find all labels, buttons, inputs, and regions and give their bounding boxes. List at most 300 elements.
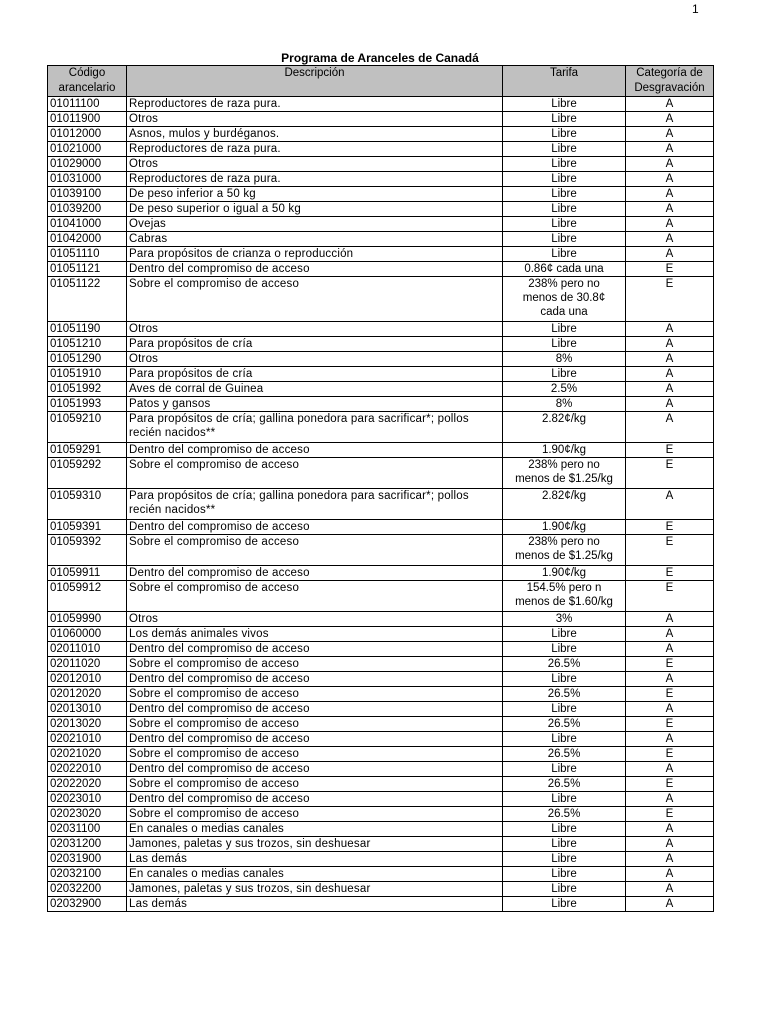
rate-line: Libre	[551, 853, 577, 865]
rate-line: 26.5%	[547, 808, 581, 820]
rate-cell	[503, 443, 626, 458]
rate-cell	[503, 702, 626, 717]
table-row	[48, 412, 714, 443]
rate-cell	[503, 397, 626, 412]
header-code-line-2: arancelario	[58, 82, 116, 94]
description-line: Sobre el compromiso de acceso	[129, 778, 300, 790]
table-row	[48, 337, 714, 352]
rate-cell	[503, 520, 626, 535]
header-category-line-1: Categoría de	[636, 67, 703, 79]
category-cell: A	[626, 322, 714, 337]
rate-line: Libre	[551, 338, 577, 350]
tariff-code: 01011100	[48, 97, 127, 112]
description-line: Dentro del compromiso de acceso	[129, 733, 310, 745]
description-cell	[127, 112, 503, 127]
tariff-code: 01059392	[48, 535, 127, 566]
rate-line: 0.86¢ cada una	[524, 263, 604, 275]
rate-line: 2.5%	[550, 383, 578, 395]
category-cell: E	[626, 687, 714, 702]
category-cell: E	[626, 717, 714, 732]
description-cell	[127, 642, 503, 657]
tariff-code: 02022020	[48, 777, 127, 792]
description-line: Para propósitos de cría	[129, 338, 253, 350]
description-line: Dentro del compromiso de acceso	[129, 263, 310, 275]
description-line: Sobre el compromiso de acceso	[129, 748, 300, 760]
table-row	[48, 112, 714, 127]
tariff-code: 01051121	[48, 262, 127, 277]
description-cell	[127, 657, 503, 672]
table-row	[48, 127, 714, 142]
rate-cell	[503, 852, 626, 867]
rate-line: menos de $1.60/kg	[515, 596, 613, 608]
description-cell	[127, 262, 503, 277]
rate-line: Libre	[551, 733, 577, 745]
rate-cell	[503, 172, 626, 187]
category-cell: A	[626, 642, 714, 657]
description-line: Otros	[129, 113, 159, 125]
tariff-code: 01011900	[48, 112, 127, 127]
tariff-code: 01051993	[48, 397, 127, 412]
tariff-code: 01059990	[48, 612, 127, 627]
description-line: Jamones, paletas y sus trozos, sin deshuesar	[129, 838, 371, 850]
rate-cell	[503, 566, 626, 581]
description-line: De peso superior o igual a 50 kg	[129, 203, 301, 215]
table-row	[48, 777, 714, 792]
description-cell	[127, 217, 503, 232]
rate-line: Libre	[551, 233, 577, 245]
rate-cell	[503, 687, 626, 702]
category-cell: E	[626, 566, 714, 581]
table-row	[48, 157, 714, 172]
description-line: Reproductores de raza pura.	[129, 98, 281, 110]
table-row	[48, 202, 714, 217]
rate-line: Libre	[551, 98, 577, 110]
tariff-code: 01051122	[48, 277, 127, 322]
description-line: Las demás	[129, 898, 188, 910]
description-cell	[127, 277, 503, 322]
description-line: Reproductores de raza pura.	[129, 173, 281, 185]
category-cell: A	[626, 187, 714, 202]
tariff-code: 02011020	[48, 657, 127, 672]
description-cell	[127, 867, 503, 882]
description-cell	[127, 382, 503, 397]
rate-line: Libre	[551, 763, 577, 775]
table-row	[48, 187, 714, 202]
description-line: Otros	[129, 158, 159, 170]
rate-line: 8%	[555, 398, 573, 410]
category-cell: E	[626, 458, 714, 489]
category-cell: A	[626, 852, 714, 867]
tariff-code: 02023020	[48, 807, 127, 822]
rate-line: 1.90¢/kg	[541, 567, 587, 579]
description-line: Para propósitos de cría; gallina ponedora para sacrificar*; pollos	[129, 490, 469, 502]
tariff-code: 01059911	[48, 566, 127, 581]
rate-cell	[503, 762, 626, 777]
description-line: recién nacidos**	[129, 504, 216, 516]
table-row	[48, 277, 714, 322]
table-row	[48, 882, 714, 897]
description-cell	[127, 127, 503, 142]
category-cell: A	[626, 397, 714, 412]
category-cell: E	[626, 277, 714, 322]
category-cell: E	[626, 262, 714, 277]
rate-line: 26.5%	[547, 658, 581, 670]
rate-cell	[503, 897, 626, 912]
category-cell: A	[626, 217, 714, 232]
table-row	[48, 367, 714, 382]
rate-cell	[503, 127, 626, 142]
category-cell: A	[626, 762, 714, 777]
description-line: Sobre el compromiso de acceso	[129, 582, 300, 594]
rate-line: Libre	[551, 673, 577, 685]
tariff-code: 01060000	[48, 627, 127, 642]
tariff-code: 02013010	[48, 702, 127, 717]
category-cell: A	[626, 142, 714, 157]
description-line: En canales o medias canales	[129, 868, 284, 880]
rate-line: Libre	[551, 203, 577, 215]
rate-line: Libre	[551, 248, 577, 260]
tariff-code: 01039200	[48, 202, 127, 217]
header-category	[626, 66, 714, 97]
category-cell: A	[626, 489, 714, 520]
category-cell: E	[626, 657, 714, 672]
table-row	[48, 247, 714, 262]
rate-line: menos de $1.25/kg	[515, 550, 613, 562]
category-cell: E	[626, 443, 714, 458]
description-line: Sobre el compromiso de acceso	[129, 688, 300, 700]
rate-line: Libre	[551, 143, 577, 155]
category-cell: E	[626, 777, 714, 792]
header-code-line-1: Código	[68, 67, 106, 79]
table-row	[48, 867, 714, 882]
category-cell: A	[626, 702, 714, 717]
header-description-text: Descripción	[284, 67, 345, 79]
rate-cell	[503, 202, 626, 217]
description-cell	[127, 792, 503, 807]
description-cell	[127, 397, 503, 412]
page-number: 1	[692, 2, 699, 16]
rate-line: Libre	[551, 158, 577, 170]
description-cell	[127, 566, 503, 581]
description-cell	[127, 732, 503, 747]
rate-cell	[503, 792, 626, 807]
rate-line: Libre	[551, 188, 577, 200]
rate-cell	[503, 672, 626, 687]
table-row	[48, 642, 714, 657]
description-line: Sobre el compromiso de acceso	[129, 536, 300, 548]
tariff-code: 02011010	[48, 642, 127, 657]
rate-cell	[503, 822, 626, 837]
table-row	[48, 217, 714, 232]
table-row	[48, 232, 714, 247]
table-row	[48, 717, 714, 732]
category-cell: A	[626, 882, 714, 897]
description-cell	[127, 807, 503, 822]
rate-line: Libre	[551, 628, 577, 640]
tariff-code: 01042000	[48, 232, 127, 247]
description-line: Las demás	[129, 853, 188, 865]
category-cell: A	[626, 612, 714, 627]
category-cell: E	[626, 520, 714, 535]
rate-line: Libre	[551, 898, 577, 910]
table-row	[48, 443, 714, 458]
description-line: Sobre el compromiso de acceso	[129, 808, 300, 820]
header-rate-text: Tarifa	[549, 67, 579, 79]
rate-cell	[503, 581, 626, 612]
category-cell: A	[626, 792, 714, 807]
table-row	[48, 627, 714, 642]
category-cell: A	[626, 157, 714, 172]
description-line: Sobre el compromiso de acceso	[129, 718, 300, 730]
description-cell	[127, 822, 503, 837]
category-cell: A	[626, 837, 714, 852]
rate-line: 1.90¢/kg	[541, 521, 587, 533]
table-row	[48, 352, 714, 367]
rate-cell	[503, 657, 626, 672]
category-cell: A	[626, 232, 714, 247]
tariff-code: 01041000	[48, 217, 127, 232]
table-row	[48, 262, 714, 277]
description-cell	[127, 612, 503, 627]
category-cell: A	[626, 112, 714, 127]
category-cell: A	[626, 822, 714, 837]
description-line: Para propósitos de crianza o reproducción	[129, 248, 354, 260]
description-line: Jamones, paletas y sus trozos, sin deshuesar	[129, 883, 371, 895]
description-line: Dentro del compromiso de acceso	[129, 567, 310, 579]
tariff-code: 01059912	[48, 581, 127, 612]
header-category-line-2: Desgravación	[634, 82, 705, 94]
rate-cell	[503, 157, 626, 172]
rate-line: menos de $1.25/kg	[515, 473, 613, 485]
description-line: En canales o medias canales	[129, 823, 284, 835]
table-row	[48, 837, 714, 852]
rate-cell	[503, 352, 626, 367]
description-cell	[127, 322, 503, 337]
description-cell	[127, 777, 503, 792]
tariff-code: 01021000	[48, 142, 127, 157]
description-line: Reproductores de raza pura.	[129, 143, 281, 155]
description-cell	[127, 837, 503, 852]
table-row	[48, 97, 714, 112]
rate-cell	[503, 535, 626, 566]
category-cell: A	[626, 897, 714, 912]
rate-line: 26.5%	[547, 688, 581, 700]
rate-line: Libre	[551, 793, 577, 805]
tariff-code: 01051290	[48, 352, 127, 367]
description-cell	[127, 458, 503, 489]
table-row	[48, 672, 714, 687]
table-row	[48, 581, 714, 612]
description-cell	[127, 337, 503, 352]
rate-cell	[503, 337, 626, 352]
table-row	[48, 822, 714, 837]
tariff-code: 02032100	[48, 867, 127, 882]
rate-cell	[503, 732, 626, 747]
rate-cell	[503, 97, 626, 112]
table-row	[48, 172, 714, 187]
rate-cell	[503, 187, 626, 202]
table-row	[48, 566, 714, 581]
tariff-code: 02012020	[48, 687, 127, 702]
description-line: Otros	[129, 353, 159, 365]
rate-cell	[503, 837, 626, 852]
description-cell	[127, 142, 503, 157]
description-line: Dentro del compromiso de acceso	[129, 444, 310, 456]
tariff-code: 02031200	[48, 837, 127, 852]
table-row	[48, 142, 714, 157]
tariff-table	[47, 65, 714, 912]
description-line: Aves de corral de Guinea	[129, 383, 264, 395]
table-row	[48, 897, 714, 912]
description-cell	[127, 535, 503, 566]
description-cell	[127, 702, 503, 717]
description-line: Dentro del compromiso de acceso	[129, 673, 310, 685]
category-cell: A	[626, 732, 714, 747]
table-row	[48, 612, 714, 627]
table-row	[48, 852, 714, 867]
rate-cell	[503, 882, 626, 897]
rate-line: 2.82¢/kg	[541, 490, 587, 502]
description-cell	[127, 443, 503, 458]
rate-line: Libre	[551, 868, 577, 880]
tariff-code: 01031000	[48, 172, 127, 187]
document-title: Programa de Aranceles de Canadá	[281, 51, 479, 65]
rate-line: Libre	[551, 883, 577, 895]
description-line: Sobre el compromiso de acceso	[129, 658, 300, 670]
description-line: Sobre el compromiso de acceso	[129, 278, 300, 290]
category-cell: A	[626, 382, 714, 397]
description-line: Patos y gansos	[129, 398, 211, 410]
tariff-code: 01051992	[48, 382, 127, 397]
category-cell: A	[626, 412, 714, 443]
category-cell: A	[626, 202, 714, 217]
category-cell: A	[626, 672, 714, 687]
description-cell	[127, 581, 503, 612]
rate-cell	[503, 232, 626, 247]
category-cell: E	[626, 535, 714, 566]
tariff-code: 01051110	[48, 247, 127, 262]
rate-cell	[503, 777, 626, 792]
description-cell	[127, 202, 503, 217]
rate-line: Libre	[551, 128, 577, 140]
description-cell	[127, 367, 503, 382]
rate-line: Libre	[551, 643, 577, 655]
table-row	[48, 382, 714, 397]
rate-line: Libre	[551, 368, 577, 380]
table-row	[48, 792, 714, 807]
tariff-code: 01059291	[48, 443, 127, 458]
description-line: Dentro del compromiso de acceso	[129, 793, 310, 805]
description-line: Cabras	[129, 233, 168, 245]
category-cell: A	[626, 337, 714, 352]
description-cell	[127, 747, 503, 762]
description-cell	[127, 852, 503, 867]
rate-cell	[503, 217, 626, 232]
rate-cell	[503, 412, 626, 443]
description-line: Otros	[129, 613, 159, 625]
category-cell: A	[626, 367, 714, 382]
description-cell	[127, 672, 503, 687]
rate-cell	[503, 458, 626, 489]
tariff-code: 02021020	[48, 747, 127, 762]
tariff-code: 01039100	[48, 187, 127, 202]
description-line: Ovejas	[129, 218, 166, 230]
rate-line: Libre	[551, 823, 577, 835]
category-cell: A	[626, 867, 714, 882]
tariff-code: 01059292	[48, 458, 127, 489]
tariff-code: 02032900	[48, 897, 127, 912]
tariff-code: 01059391	[48, 520, 127, 535]
tariff-code: 01051190	[48, 322, 127, 337]
category-cell: E	[626, 807, 714, 822]
tariff-code: 02021010	[48, 732, 127, 747]
description-cell	[127, 520, 503, 535]
rate-line: 2.82¢/kg	[541, 413, 587, 425]
rate-line: cada una	[540, 306, 588, 318]
table-row	[48, 489, 714, 520]
rate-line: 3%	[555, 613, 573, 625]
table-row	[48, 657, 714, 672]
description-cell	[127, 247, 503, 262]
table-row	[48, 458, 714, 489]
rate-cell	[503, 142, 626, 157]
description-line: Dentro del compromiso de acceso	[129, 521, 310, 533]
header-code	[48, 66, 127, 97]
tariff-code: 01059210	[48, 412, 127, 443]
table-row	[48, 807, 714, 822]
rate-line: 154.5% pero n	[526, 582, 602, 594]
table-row	[48, 702, 714, 717]
tariff-code: 02031900	[48, 852, 127, 867]
rate-line: 26.5%	[547, 778, 581, 790]
description-line: Otros	[129, 323, 159, 335]
tariff-code: 02013020	[48, 717, 127, 732]
category-cell: A	[626, 352, 714, 367]
tariff-code: 01051910	[48, 367, 127, 382]
rate-cell	[503, 642, 626, 657]
rate-cell	[503, 262, 626, 277]
category-cell: A	[626, 627, 714, 642]
table-body	[48, 97, 714, 912]
category-cell: A	[626, 97, 714, 112]
description-line: Para propósitos de cría; gallina ponedora para sacrificar*; pollos	[129, 413, 469, 425]
rate-cell	[503, 382, 626, 397]
rate-line: Libre	[551, 173, 577, 185]
tariff-code: 01029000	[48, 157, 127, 172]
rate-cell	[503, 277, 626, 322]
table-row	[48, 687, 714, 702]
tariff-code: 02031100	[48, 822, 127, 837]
rate-cell	[503, 367, 626, 382]
category-cell: E	[626, 747, 714, 762]
rate-line: 238% pero no	[528, 278, 600, 290]
rate-cell	[503, 322, 626, 337]
rate-cell	[503, 112, 626, 127]
description-cell	[127, 157, 503, 172]
table-row	[48, 535, 714, 566]
description-cell	[127, 897, 503, 912]
description-line: De peso inferior a 50 kg	[129, 188, 256, 200]
category-cell: A	[626, 127, 714, 142]
rate-line: Libre	[551, 218, 577, 230]
description-cell	[127, 762, 503, 777]
rate-line: Libre	[551, 113, 577, 125]
description-cell	[127, 882, 503, 897]
rate-cell	[503, 867, 626, 882]
description-cell	[127, 187, 503, 202]
description-line: Asnos, mulos y burdéganos.	[129, 128, 280, 140]
rate-cell	[503, 747, 626, 762]
